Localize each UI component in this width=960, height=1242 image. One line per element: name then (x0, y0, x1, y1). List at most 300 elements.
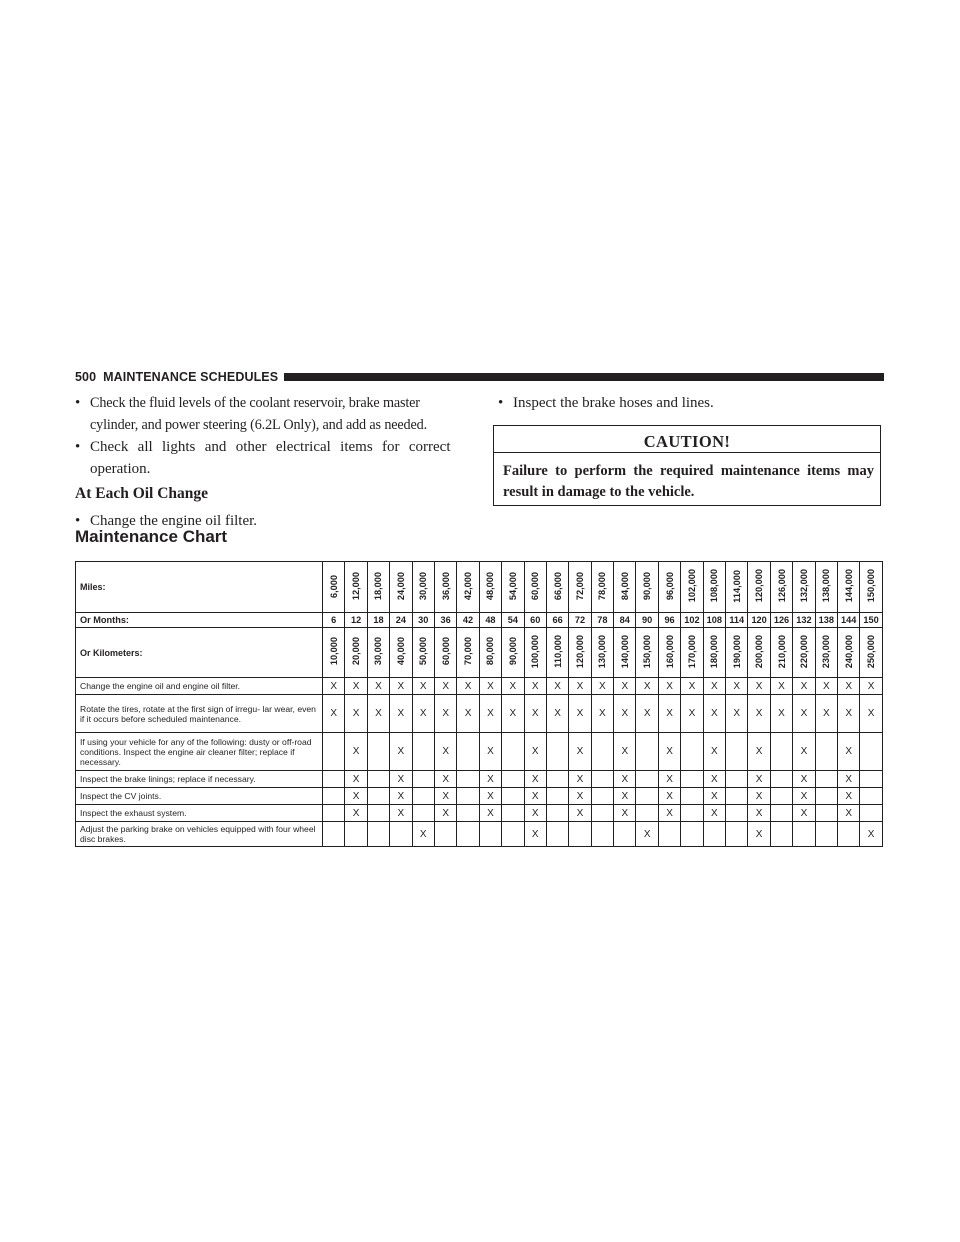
service-mark (323, 822, 345, 847)
service-mark: X (837, 771, 859, 788)
service-mark: X (479, 805, 501, 822)
service-mark: X (658, 771, 680, 788)
months-row-value: 18 (367, 613, 389, 628)
service-mark: X (793, 695, 815, 733)
service-mark (681, 822, 703, 847)
months-row-value: 48 (479, 613, 501, 628)
miles-row-value: 102,000 (686, 569, 697, 603)
service-mark: X (793, 771, 815, 788)
service-mark (412, 771, 434, 788)
miles-row-cell (591, 562, 613, 613)
service-mark: X (546, 678, 568, 695)
miles-row-cell (770, 562, 792, 613)
service-mark: X (748, 733, 770, 771)
kilometers-row-value: 150,000 (642, 634, 653, 669)
service-mark: X (860, 822, 882, 847)
service-mark (860, 788, 882, 805)
kilometers-row-cell (591, 628, 613, 678)
service-mark (502, 788, 524, 805)
service-mark (614, 822, 636, 847)
kilometers-row-value: 180,000 (709, 634, 720, 669)
service-row (76, 771, 883, 788)
header-rule (284, 373, 884, 381)
service-mark (815, 733, 837, 771)
caution-divider (494, 452, 880, 453)
bullet-check-lights (75, 436, 465, 480)
kilometers-row-cell (681, 628, 703, 678)
service-mark (546, 822, 568, 847)
service-mark (434, 822, 456, 847)
kilometers-row-label: Or Kilometers: (76, 628, 323, 678)
service-mark: X (457, 678, 479, 695)
service-mark (412, 733, 434, 771)
service-mark: X (569, 805, 591, 822)
service-mark: X (837, 695, 859, 733)
service-mark: X (860, 695, 882, 733)
service-mark (546, 733, 568, 771)
bullet-text-line: Check all lights and other electrical items for correct (90, 439, 451, 455)
service-mark: X (434, 695, 456, 733)
bullet-check-fluids (75, 392, 465, 436)
months-row-value: 72 (569, 613, 591, 628)
miles-row-cell (479, 562, 501, 613)
miles-row-value: 84,000 (619, 571, 630, 601)
kilometers-row-cell (793, 628, 815, 678)
kilometers-row-cell (390, 628, 412, 678)
service-mark (770, 733, 792, 771)
service-mark: X (748, 805, 770, 822)
miles-row-value: 144,000 (843, 569, 854, 603)
service-mark (837, 822, 859, 847)
service-mark: X (658, 788, 680, 805)
service-mark: X (658, 805, 680, 822)
bullet-icon: • (75, 395, 81, 411)
kilometers-row-cell (860, 628, 882, 678)
kilometers-row-value: 110,000 (552, 635, 563, 668)
service-mark (412, 805, 434, 822)
service-mark: X (524, 788, 546, 805)
service-mark (390, 822, 412, 847)
miles-row-cell (524, 562, 546, 613)
months-row-value: 12 (345, 613, 367, 628)
service-mark (591, 771, 613, 788)
months-row-value: 66 (546, 613, 568, 628)
service-mark: X (323, 695, 345, 733)
service-mark (323, 771, 345, 788)
section-title: MAINTENANCE SCHEDULES (103, 370, 279, 384)
service-mark (860, 805, 882, 822)
service-mark: X (569, 771, 591, 788)
service-mark (636, 788, 658, 805)
miles-row-cell (793, 562, 815, 613)
service-mark: X (837, 733, 859, 771)
kilometers-row-value: 70,000 (463, 637, 474, 666)
service-mark: X (390, 788, 412, 805)
kilometers-row-value: 200,000 (754, 634, 765, 669)
kilometers-row-value: 140,000 (619, 634, 630, 669)
kilometers-row-cell (770, 628, 792, 678)
months-row-value: 30 (412, 613, 434, 628)
miles-row-cell (546, 562, 568, 613)
kilometers-row-cell (614, 628, 636, 678)
kilometers-row-cell (345, 628, 367, 678)
service-mark (815, 771, 837, 788)
service-mark: X (658, 695, 680, 733)
months-row-value: 120 (748, 613, 770, 628)
service-mark (479, 822, 501, 847)
months-row-value: 144 (837, 613, 859, 628)
kilometers-row-value: 80,000 (485, 637, 496, 666)
kilometers-row-value: 230,000 (821, 634, 832, 669)
kilometers-row-cell (524, 628, 546, 678)
miles-row-label: Miles: (76, 562, 323, 613)
service-mark: X (524, 678, 546, 695)
service-mark: X (434, 733, 456, 771)
service-row (76, 695, 883, 733)
miles-row-value: 36,000 (440, 571, 451, 601)
service-mark (546, 805, 568, 822)
months-row-value: 90 (636, 613, 658, 628)
miles-row-value: 108,000 (709, 569, 720, 603)
service-mark: X (591, 678, 613, 695)
miles-row-value: 30,000 (418, 571, 429, 601)
kilometers-row-cell (479, 628, 501, 678)
bullet-icon: • (75, 513, 81, 529)
service-mark: X (457, 695, 479, 733)
service-mark: X (479, 695, 501, 733)
service-label: Adjust the parking brake on vehicles equipped with four wheel disc brakes. (76, 822, 323, 847)
service-mark: X (748, 695, 770, 733)
service-mark (591, 805, 613, 822)
months-row (76, 613, 883, 628)
kilometers-row-value: 100,000 (530, 634, 541, 669)
service-mark (726, 733, 748, 771)
maintenance-table (75, 561, 883, 847)
service-mark (726, 771, 748, 788)
service-mark: X (345, 678, 367, 695)
service-mark: X (636, 695, 658, 733)
service-mark (815, 788, 837, 805)
months-row-label: Or Months: (76, 613, 323, 628)
kilometers-row-cell (748, 628, 770, 678)
service-mark: X (323, 678, 345, 695)
service-mark: X (658, 678, 680, 695)
kilometers-row-value: 130,000 (597, 634, 608, 669)
kilometers-row-cell (815, 628, 837, 678)
service-mark: X (367, 695, 389, 733)
service-row (76, 678, 883, 695)
service-mark: X (837, 805, 859, 822)
months-row-value: 108 (703, 613, 725, 628)
service-row (76, 733, 883, 771)
service-mark: X (591, 695, 613, 733)
service-mark (502, 822, 524, 847)
service-mark: X (524, 805, 546, 822)
service-mark: X (412, 678, 434, 695)
service-mark (591, 788, 613, 805)
months-row-value: 78 (591, 613, 613, 628)
service-mark: X (479, 678, 501, 695)
service-mark (323, 733, 345, 771)
miles-row-cell (748, 562, 770, 613)
service-label: Inspect the exhaust system. (76, 805, 323, 822)
service-mark (770, 822, 792, 847)
miles-row-cell (860, 562, 882, 613)
months-row-value: 138 (815, 613, 837, 628)
service-mark: X (636, 822, 658, 847)
kilometers-row-value: 10,000 (328, 637, 339, 666)
page-number: 500 (75, 370, 97, 384)
service-mark (681, 805, 703, 822)
service-mark (569, 822, 591, 847)
service-mark: X (434, 678, 456, 695)
miles-row-cell (815, 562, 837, 613)
service-mark: X (748, 771, 770, 788)
months-row-value: 60 (524, 613, 546, 628)
service-mark: X (837, 788, 859, 805)
caution-title: CAUTION! (643, 432, 731, 451)
service-mark (367, 771, 389, 788)
service-mark (726, 805, 748, 822)
miles-row-cell (636, 562, 658, 613)
page-header (75, 369, 884, 385)
service-mark: X (479, 788, 501, 805)
service-mark: X (793, 733, 815, 771)
kilometers-row-value: 120,000 (574, 634, 585, 669)
service-mark: X (502, 678, 524, 695)
miles-row-value: 132,000 (798, 569, 809, 603)
months-row-value: 114 (726, 613, 748, 628)
service-mark: X (770, 695, 792, 733)
service-mark: X (614, 788, 636, 805)
service-mark (636, 733, 658, 771)
service-mark: X (748, 788, 770, 805)
service-label: Inspect the CV joints. (76, 788, 323, 805)
service-mark: X (434, 788, 456, 805)
bullet-text-line: Change the engine oil filter. (90, 513, 258, 529)
service-mark (412, 788, 434, 805)
service-mark: X (569, 788, 591, 805)
service-mark (591, 733, 613, 771)
kilometers-row-value: 210,000 (776, 634, 787, 669)
service-mark (681, 788, 703, 805)
service-mark: X (726, 695, 748, 733)
miles-row-cell (412, 562, 434, 613)
service-mark (502, 733, 524, 771)
service-mark: X (390, 771, 412, 788)
kilometers-row-cell (367, 628, 389, 678)
service-mark: X (703, 788, 725, 805)
months-row-value: 36 (434, 613, 456, 628)
service-mark: X (546, 695, 568, 733)
service-mark: X (345, 788, 367, 805)
months-row-value: 42 (457, 613, 479, 628)
service-mark: X (345, 733, 367, 771)
miles-row-cell (614, 562, 636, 613)
subheading-oil-change: At Each Oil Change (75, 485, 209, 502)
service-mark: X (524, 822, 546, 847)
miles-row-cell (390, 562, 412, 613)
service-mark: X (815, 678, 837, 695)
service-mark (457, 822, 479, 847)
miles-row-value: 120,000 (754, 569, 765, 603)
miles-row-cell (837, 562, 859, 613)
service-mark (502, 771, 524, 788)
service-mark (815, 822, 837, 847)
service-mark: X (390, 695, 412, 733)
bullet-text-line: Check the fluid levels of the coolant reservoir, brake master (90, 395, 420, 411)
bullet-icon: • (75, 439, 81, 455)
months-row-value: 150 (860, 613, 882, 628)
service-mark (636, 805, 658, 822)
kilometers-row-value: 20,000 (351, 637, 362, 666)
miles-row-value: 42,000 (463, 571, 474, 601)
service-mark: X (345, 805, 367, 822)
miles-row-cell (703, 562, 725, 613)
service-mark (860, 771, 882, 788)
kilometers-row-value: 160,000 (664, 634, 675, 669)
caution-body: Failure to perform the required maintenance items may result in damage to the vehicle. (503, 463, 874, 500)
miles-row-cell (681, 562, 703, 613)
miles-row-value: 150,000 (866, 569, 877, 603)
service-mark: X (390, 805, 412, 822)
miles-row-value: 24,000 (395, 571, 406, 601)
service-mark: X (367, 678, 389, 695)
service-mark (502, 805, 524, 822)
service-mark: X (502, 695, 524, 733)
miles-row-cell (726, 562, 748, 613)
service-mark: X (412, 695, 434, 733)
service-mark (815, 805, 837, 822)
kilometers-row-value: 250,000 (866, 634, 877, 669)
service-mark (726, 788, 748, 805)
bullet-icon: • (498, 395, 504, 411)
kilometers-row-cell (434, 628, 456, 678)
service-mark: X (345, 771, 367, 788)
kilometers-row-value: 50,000 (418, 637, 429, 666)
service-mark: X (703, 695, 725, 733)
service-mark: X (524, 733, 546, 771)
bullet-text-line: operation. (90, 461, 151, 477)
service-label: If using your vehicle for any of the following: dusty or off-road conditions. Inspect the engine air cleaner filter; replace if necessary. (76, 733, 323, 771)
service-mark (457, 771, 479, 788)
service-mark (703, 822, 725, 847)
miles-row-cell (502, 562, 524, 613)
chart-title: Maintenance Chart (75, 527, 228, 546)
miles-row-cell (345, 562, 367, 613)
miles-row-value: 138,000 (821, 569, 832, 603)
service-mark: X (569, 678, 591, 695)
service-mark: X (412, 822, 434, 847)
miles-row (76, 562, 883, 613)
service-mark: X (815, 695, 837, 733)
service-mark: X (390, 733, 412, 771)
kilometers-row-value: 220,000 (798, 634, 809, 669)
kilometers-row-value: 190,000 (731, 634, 742, 669)
miles-row-value: 114,000 (731, 569, 742, 603)
miles-row-value: 18,000 (373, 571, 384, 601)
service-mark (770, 788, 792, 805)
service-mark: X (479, 733, 501, 771)
service-row (76, 805, 883, 822)
kilometers-row-cell (837, 628, 859, 678)
kilometers-row-cell (457, 628, 479, 678)
caution-box (493, 425, 881, 506)
service-label: Inspect the brake linings; replace if necessary. (76, 771, 323, 788)
miles-row-value: 6,000 (328, 574, 339, 598)
miles-row-value: 78,000 (597, 571, 608, 601)
service-row (76, 788, 883, 805)
miles-row-cell (434, 562, 456, 613)
service-mark: X (636, 678, 658, 695)
service-mark (681, 771, 703, 788)
kilometers-row-cell (323, 628, 345, 678)
service-mark: X (726, 678, 748, 695)
service-mark: X (793, 805, 815, 822)
service-mark: X (479, 771, 501, 788)
service-label: Change the engine oil and engine oil filter. (76, 678, 323, 695)
service-mark: X (793, 678, 815, 695)
service-mark (546, 771, 568, 788)
service-mark: X (434, 771, 456, 788)
bullet-brake-hoses (498, 392, 878, 414)
service-mark: X (748, 678, 770, 695)
miles-row-value: 60,000 (530, 571, 541, 601)
service-mark: X (345, 695, 367, 733)
kilometers-row-value: 240,000 (843, 634, 854, 669)
months-row-value: 126 (770, 613, 792, 628)
kilometers-row (76, 628, 883, 678)
miles-row-value: 72,000 (574, 571, 585, 601)
service-mark (546, 788, 568, 805)
service-mark: X (770, 678, 792, 695)
months-row-value: 6 (323, 613, 345, 628)
service-mark: X (793, 788, 815, 805)
bullet-text-line: Inspect the brake hoses and lines. (513, 395, 714, 411)
service-mark (323, 805, 345, 822)
service-mark (860, 733, 882, 771)
service-mark: X (434, 805, 456, 822)
service-mark (323, 788, 345, 805)
service-mark: X (703, 805, 725, 822)
miles-row-value: 96,000 (664, 571, 675, 601)
service-mark: X (681, 695, 703, 733)
kilometers-row-value: 40,000 (395, 637, 406, 666)
service-mark: X (748, 822, 770, 847)
months-row-value: 84 (614, 613, 636, 628)
service-mark (457, 788, 479, 805)
months-row-value: 54 (502, 613, 524, 628)
kilometers-row-cell (546, 628, 568, 678)
kilometers-row-cell (569, 628, 591, 678)
miles-row-value: 12,000 (351, 571, 362, 601)
months-row-value: 24 (390, 613, 412, 628)
kilometers-row-value: 170,000 (686, 634, 697, 669)
bullet-text-line: cylinder, and power steering (6.2L Only), and add as needed. (90, 417, 427, 433)
service-mark (345, 822, 367, 847)
kilometers-row-value: 90,000 (507, 637, 518, 666)
months-row-value: 96 (658, 613, 680, 628)
service-mark (457, 805, 479, 822)
kilometers-row-cell (726, 628, 748, 678)
service-mark: X (681, 678, 703, 695)
service-row (76, 822, 883, 847)
service-mark: X (658, 733, 680, 771)
service-mark (770, 771, 792, 788)
miles-row-value: 48,000 (485, 571, 496, 601)
miles-row-value: 126,000 (776, 569, 787, 603)
kilometers-row-cell (412, 628, 434, 678)
